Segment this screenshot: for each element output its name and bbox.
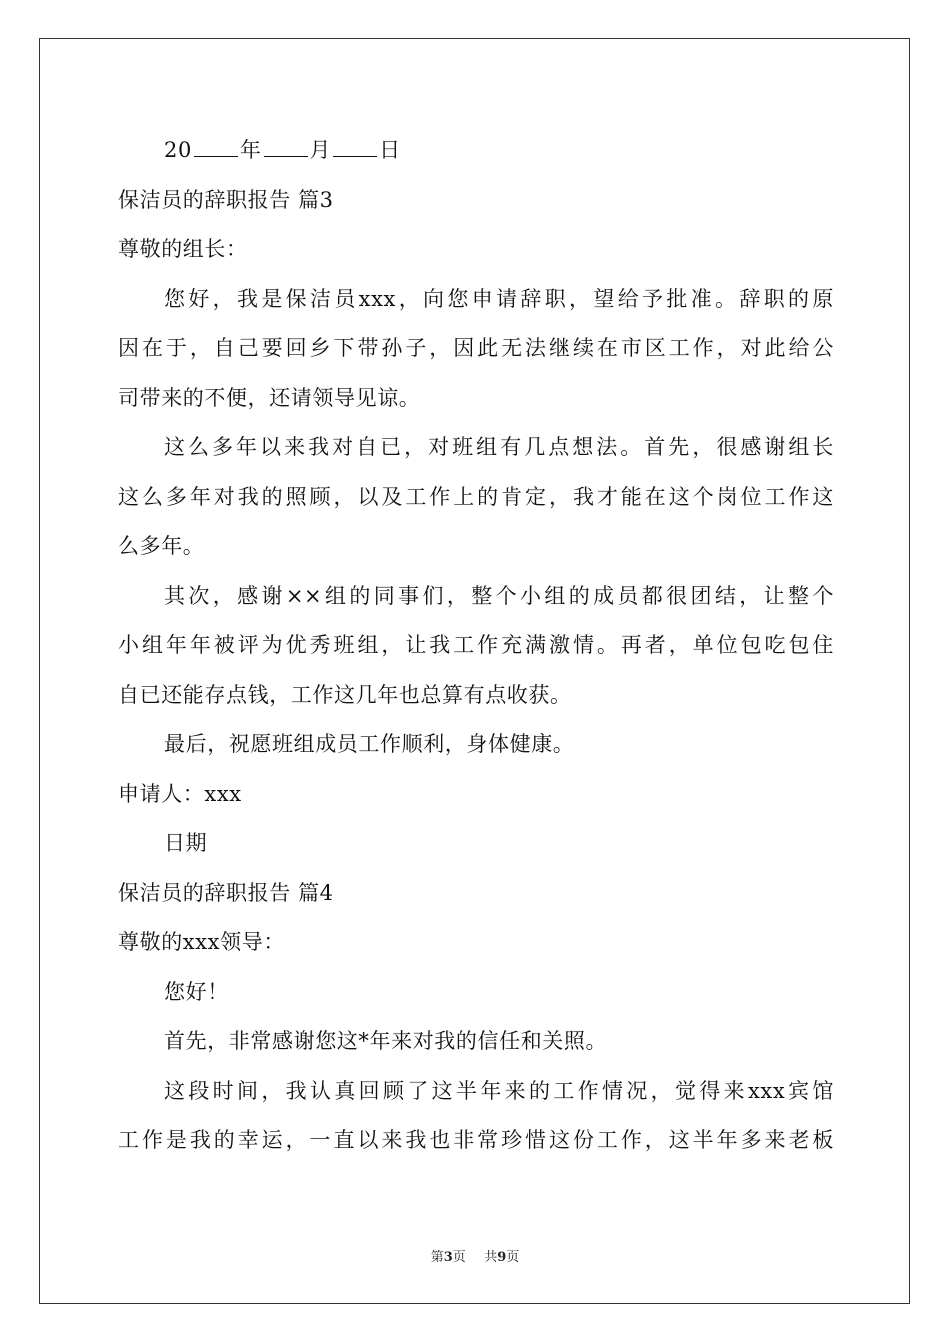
date-prefix: 20: [164, 138, 192, 162]
applicant-line: 申请人：xxx: [118, 781, 242, 806]
date-line: [118, 126, 834, 176]
total-pages: 9: [497, 1250, 507, 1265]
greeting-line: 您好！: [164, 979, 229, 1004]
paragraph-line: 您好，我是保洁员xxx，向您申请辞职，望给予批准。辞职的原: [164, 286, 834, 311]
date-year: 年: [239, 138, 262, 162]
year-blank: [194, 138, 238, 157]
page-prefix: 第: [430, 1250, 444, 1265]
paragraph-line: 司带来的不便，还请领导见谅。: [118, 385, 421, 410]
date-label: 日期: [164, 831, 208, 855]
paragraph-line: 工作是我的幸运，一直以来我也非常珍惜这份工作，这半年多来老板: [118, 1128, 834, 1152]
page-footer: [0, 1246, 950, 1265]
paragraph-line: 自已还能存点钱，工作这几年也总算有点收获。: [118, 682, 572, 707]
total-prefix: 共: [484, 1250, 498, 1265]
paragraph-line: 其次，感谢××组的同事们，整个小组的成员都很团结，让整个: [164, 583, 834, 608]
section-title-3: 保洁员的辞职报告 篇3: [118, 187, 334, 212]
paragraph-line: 最后，祝愿班组成员工作顺利，身体健康。: [164, 732, 575, 756]
salutation-4: 尊敬的xxx领导：: [118, 930, 285, 954]
paragraph-line: 这么多年以来我对自已，对班组有几点想法。首先，很感谢组长: [164, 435, 834, 459]
month-blank: [264, 138, 308, 157]
date-day: 日: [379, 138, 401, 162]
day-blank: [333, 138, 377, 157]
paragraph-line: 么多年。: [118, 534, 205, 558]
paragraph-line: 首先，非常感谢您这*年来对我的信任和关照。: [164, 1029, 608, 1053]
paragraph-line: 这段时间，我认真回顾了这半年来的工作情况，觉得来xxx宾馆: [164, 1078, 834, 1103]
paragraph-line: 小组年年被评为优秀班组，让我工作充满激情。再者，单位包吃包住: [118, 633, 834, 657]
paragraph-line: 这么多年对我的照顾，以及工作上的肯定，我才能在这个岗位工作这: [118, 484, 834, 509]
document-body: [118, 126, 834, 1166]
salutation-3: 尊敬的组长：: [118, 237, 248, 261]
date-month: 月: [309, 138, 332, 162]
section-title-4: 保洁员的辞职报告 篇4: [118, 880, 334, 905]
page-number: 3: [443, 1250, 453, 1265]
total-suffix: 页: [506, 1250, 520, 1265]
page-suffix: 页: [452, 1250, 466, 1265]
paragraph-line: 因在于，自己要回乡下带孙子，因此无法继续在市区工作，对此给公: [118, 336, 834, 360]
